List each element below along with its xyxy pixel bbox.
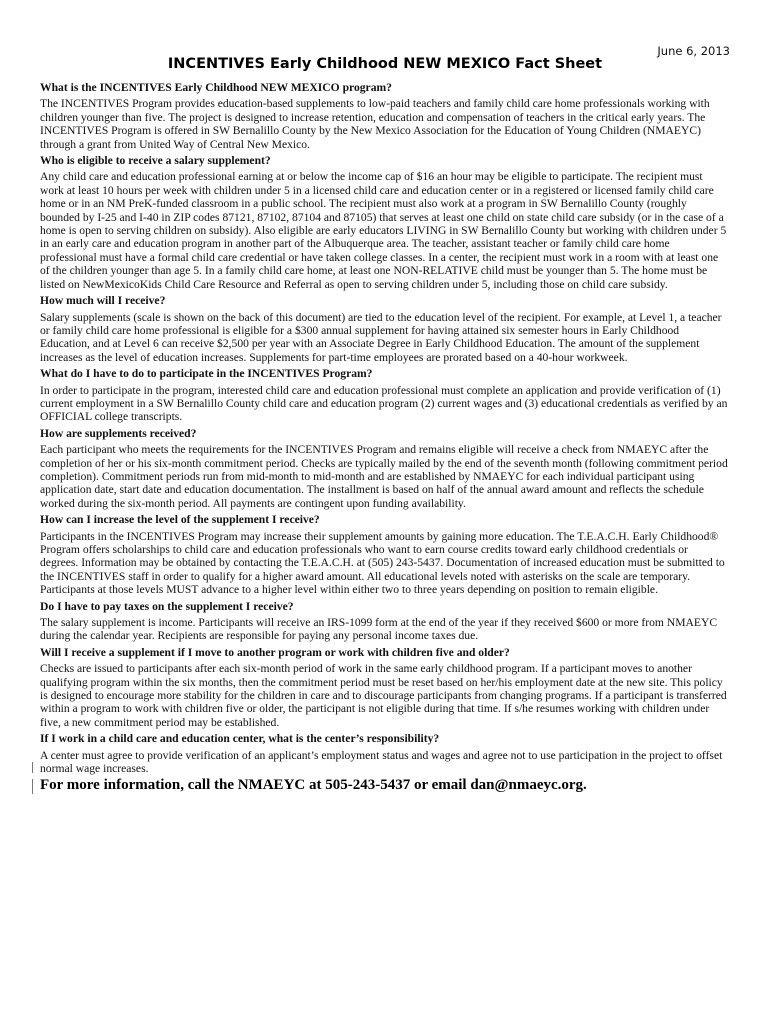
section-answer: A center must agree to provide verification of an applicant’s employment status and wages and agree not to use participation in the project to offset normal wage increases. [40,748,723,776]
section-question: Do I have to pay taxes on the supplement I receive? [40,599,294,613]
section-answer: Each participant who meets the requirements for the INCENTIVES Program and remains eligible will receive a check from NMAEYC after the completion of her or his six-month commitment period. Checks are typically mailed by the end of the seventh month (following commitment period completion). Commitment periods run from mid-month to mid-month and are established by NMAEYC for each individual participant using application date, start date and education documentation. The installment is based on half of the annual award amount and reflects the schedule worked during the six-month period. All payments are contingent upon funding availability. [40,443,728,510]
page-title: INCENTIVES Early Childhood NEW MEXICO Fact Sheet [167,56,603,72]
section-question: What is the INCENTIVES Early Childhood NEW MEXICO program? [40,81,392,94]
section-question: If I work in a child care and education center, what is the center’s responsibility? [40,732,440,746]
closing-block [40,749,728,792]
section-question: How can I increase the level of the supplement I receive? [40,513,320,527]
document-date: June 6, 2013 [657,44,730,58]
section-answer: Checks are issued to participants after each six-month period of work in the same early childhood program. If a participant moves to another qualifying program within the six months, then the commitment period must be reset based on her/his employment date at the new site. This policy is designed to encourage more stability for the children in care and to discourage participants from changing programs. If a participant is transferred within a program to work with children five or older, the participant is not eligible during that time. If s/he resumes working with children under five, a new commitment period may be established. [40,662,727,729]
document-body [40,80,728,792]
section-question: How much will I receive? [40,294,166,308]
revision-bar [32,762,33,773]
section-answer: The INCENTIVES Program provides education-based supplements to low-paid teachers and family child care home professionals working with children younger than five. The project is designed to increase retention, education and compensation of teachers in the critical early years. The INCENTIVES Program is offered in SW Bernalillo County by the New Mexico Association for the Education of Young Children (NMAEYC) through a grant from United Way of Central New Mexico. [40,97,710,151]
section-answer: Any child care and education professional earning at or below the income cap of $16 an hour may be eligible to participate. The recipient must work at least 10 hours per week with children under 5 in a licensed child care and education center or in a registered or licensed family child care home or in an NM PreK-funded classroom in a public school. The recipient must also work at a program in SW Bernalillo County (roughly bounded by I-25 and I-40 in ZIP codes 87121, 87102, 87104 and 87105) that serves at least one child on state child care subsidy (or in the case of a home is open to serving children on subsidy). Also eligible are early educators LIVING in SW Bernalillo County but working with children under 5 in an early care and education program in another part of the Albuquerque area. The teacher, assistant teacher or family child care home professional must have a formal child care credential or have taken college classes. In a center, the recipient must work in a room with at least one of the children younger than age 5. In a family child care home, at least one NON-RELATIVE child must be younger than 5. The home must be listed on NewMexicoKids Child Care Resource and Referral as open to serving children under 5, including those on child care subsidy. [40,170,727,291]
section-question: Who is eligible to receive a salary supplement? [40,154,271,168]
contact-footer: For more information, call the NMAEYC at 505-243-5437 or email dan@nmaeyc.org. [40,776,587,793]
section-question: What do I have to do to participate in the INCENTIVES Program? [40,367,373,381]
section-question: How are supplements received? [40,426,197,440]
section-answer: In order to participate in the program, interested child care and education professional must complete an application and provide verification of (1) current employment in a SW Bernalillo County child care and education program (2) current wages and (3) educational credentials as verified by an OFFICIAL college transcripts. [40,383,728,424]
section-question: Will I receive a supplement if I move to another program or work with children five and older? [40,645,510,659]
section-answer: The salary supplement is income. Participants will receive an IRS-1099 form at the end of the year if they received $600 or more from NMAEYC during the calendar year. Recipients are responsible for paying any personal income taxes due. [40,616,718,643]
revision-bar [32,779,33,794]
section-answer: Salary supplements (scale is shown on the back of this document) are tied to the education level of the recipient. For example, at Level 1, a teacher or family child care home professional is eligible for a $300 annual supplement for having attained six semester hours in Early Childhood Education, and at Level 6 can receive $2,500 per year with an Associate Degree in Early Childhood Education. The amount of the supplement increases as the level of education increases. Supplements for part-time employees are prorated based on a 40-hour workweek. [40,310,722,364]
section-answer: Participants in the INCENTIVES Program may increase their supplement amounts by gaining more education. The T.E.A.C.H. Early Childhood® Program offers scholarships to child care and education professionals who want to earn course credits toward early childhood credentials or degrees. Information may be obtained by contacting the T.E.A.C.H. at (505) 243-5437. Documentation of increased education must be submitted to the INCENTIVES staff in order to qualify for a higher award amount. All educational levels noted with asterisks on the scale are temporary. Participants at those levels MUST advance to a higher level within either two to three years depending on position to remain eligible. [40,529,725,597]
